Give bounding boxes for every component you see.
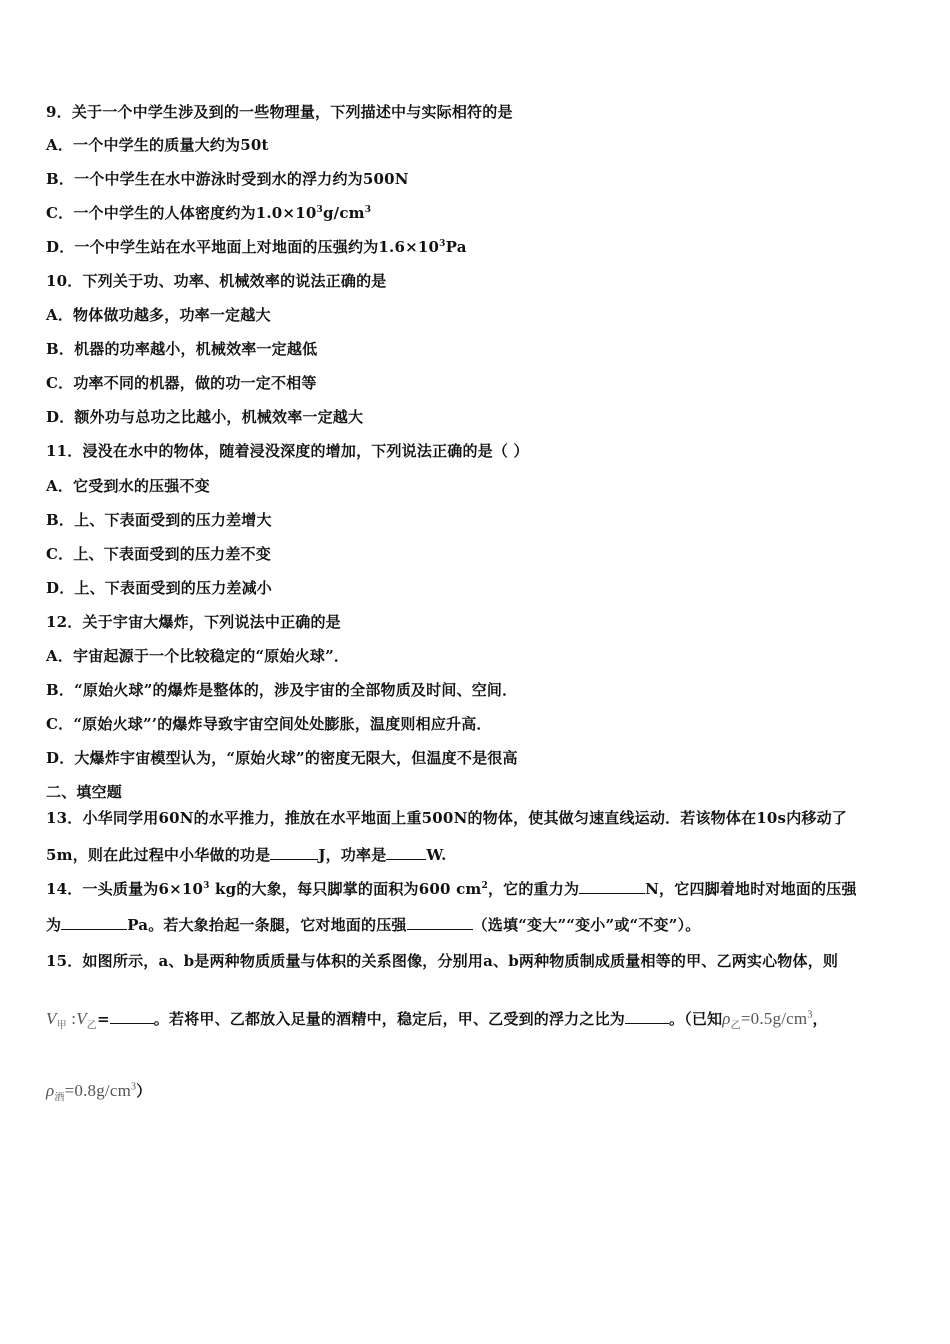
q15-volume-ratio: $V_甲$ $:V_乙$ (46, 1009, 97, 1032)
q13-text-a: 5m，则在此过程中小华做的功是 (46, 846, 271, 864)
q9-option-a: A．一个中学生的质量大约为50t (46, 136, 269, 154)
q10-option-b: B．机器的功率越小，机械效率一定越低 (46, 340, 318, 358)
q15-blank-volume[interactable] (110, 1009, 154, 1024)
q13-blank-work[interactable] (270, 845, 318, 860)
q9-c-exp: 3 (316, 205, 323, 215)
q12-option-c: C．“原始火球”’的爆炸导致宇宙空间处处膨胀，温度则相应升高． (46, 715, 492, 733)
q9-c-text: C．一个中学生的人体密度约为1.0×10 (46, 204, 317, 222)
q9-d-exp: 3 (439, 239, 446, 249)
q15-line2: $V_甲$ $:V_乙=$ 。若将甲、乙都放入足量的酒精中，稳定后，甲、乙受到的浮力之比为 。（已知$\rho_乙=0.5g/cm^3$， (46, 1009, 828, 1032)
q9-stem: 9．关于一个中学生涉及到的一些物理量，下列描述中与实际相符的是 (46, 103, 513, 121)
q14-text-g: （选填“变大”“变小”或“不变”）。 (472, 916, 701, 934)
q15-rho-yi: $\rho_乙=0.5g/cm^3$ (722, 1009, 813, 1032)
q12-option-d: D．大爆炸宇宙模型认为，“原始火球”的密度无限大，但温度不是很高 (46, 749, 518, 767)
q13-text-b: J，功率是 (318, 846, 387, 864)
q10-option-a: A．物体做功越多，功率一定越大 (46, 306, 271, 324)
q15-line3: $\rho_酒=0.8g/cm^3$） (46, 1081, 152, 1104)
q9-d-text: D．一个中学生站在水平地面上对地面的压强约为1.6×10 (46, 238, 440, 256)
q10-option-c: C．功率不同的机器，做的功一定不相等 (46, 374, 317, 392)
q15-rho-alcohol: $\rho_酒=0.8g/cm^3$ (46, 1081, 137, 1104)
q13-line2 (46, 845, 910, 865)
q14-text-c: ，它的重力为 (487, 880, 580, 898)
q10-stem: 10．下列关于功、功率、机械效率的说法正确的是 (46, 272, 387, 290)
q9-c-unit: g/cm (322, 204, 365, 222)
q14-blank-gravity[interactable] (579, 879, 645, 894)
q14-text-d: N，它四脚着地时对地面的压强 (645, 880, 857, 898)
q11-option-d: D．上、下表面受到的压力差减小 (46, 579, 273, 597)
q9-option-d (46, 237, 910, 257)
q13-blank-power[interactable] (386, 845, 426, 860)
section-title-fill-in: 二、填空题 (46, 783, 123, 801)
q15-text-mid: 。若将甲、乙都放入足量的酒精中，稳定后，甲、乙受到的浮力之比为 (153, 1010, 625, 1028)
q9-d-unit: Pa (445, 238, 467, 256)
q14-blank-pressure[interactable] (61, 915, 127, 930)
q10-option-d: D．额外功与总功之比越小，机械效率一定越大 (46, 408, 364, 426)
q14-blank-change[interactable] (407, 915, 473, 930)
q9-option-b: B．一个中学生在水中游泳时受到水的浮力约为500N (46, 170, 409, 188)
q14-text-b: kg的大象，每只脚掌的面积为600 cm (209, 880, 482, 898)
q15-text-end: 。（已知 (668, 1010, 723, 1028)
q14-exp: 3 (203, 881, 210, 891)
q14-line2 (46, 915, 910, 935)
q13-text-c: W. (426, 846, 447, 864)
q15-blank-buoyancy[interactable] (625, 1009, 669, 1024)
q12-option-a: A．宇宙起源于一个比较稳定的“原始火球”． (46, 647, 350, 665)
q9-c-unit-exp: 3 (364, 205, 372, 215)
q11-option-b: B．上、下表面受到的压力差增大 (46, 511, 272, 529)
q12-stem: 12．关于宇宙大爆炸，下列说法中正确的是 (46, 613, 341, 631)
q14-text-e: 为 (46, 916, 62, 934)
q14-text-a: 14．一头质量为6×10 (46, 880, 204, 898)
q12-option-b: B．“原始火球”的爆炸是整体的，涉及宇宙的全部物质及时间、空间． (46, 681, 518, 699)
q15-line1: 15．如图所示，a、b是两种物质质量与体积的关系图像，分别用a、b两种物质制成质量相等的甲、乙两实心物体，则 (46, 952, 839, 970)
q14-exp2: 2 (481, 881, 488, 891)
q11-stem: 11．浸没在水中的物体，随着浸没深度的增加，下列说法正确的是（ ） (46, 442, 529, 460)
q9-option-c (46, 203, 910, 223)
q14-text-f: Pa。若大象抬起一条腿，它对地面的压强 (127, 916, 407, 934)
q14-line1 (46, 879, 910, 899)
q11-option-c: C．上、下表面受到的压力差不变 (46, 545, 271, 563)
q13-line1: 13．小华同学用60N的水平推力，推放在水平地面上重500N的物体，使其做匀速直线运动．若该物体在10s内移动了 (46, 809, 848, 827)
q11-option-a: A．它受到水的压强不变 (46, 477, 210, 495)
